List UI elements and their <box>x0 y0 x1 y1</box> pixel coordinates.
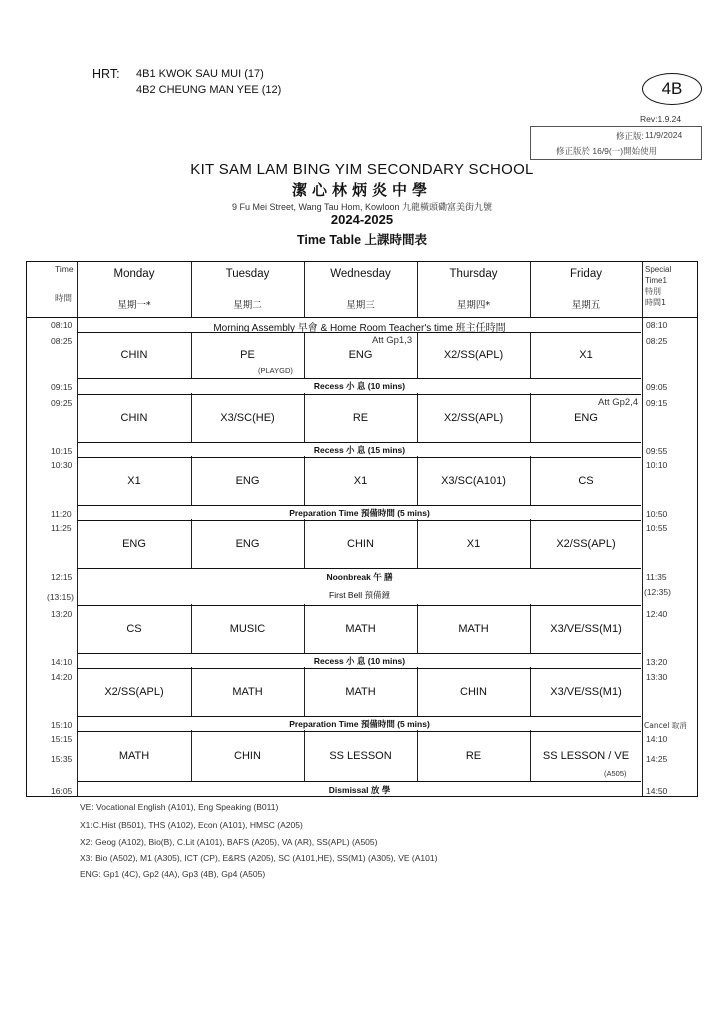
hrt-teacher-2: 4B2 CHEUNG MAN YEE (12) <box>136 84 282 96</box>
lesson-cell: ENG <box>235 475 260 487</box>
lesson-cell: CHIN <box>120 349 148 361</box>
assembly-label: Morning Assembly 早會 & Home Room Teacher's time 班主任時間 <box>213 323 506 334</box>
lesson-cell: CS <box>126 623 142 635</box>
special-time-label: 11:35 <box>646 572 667 582</box>
special-header-line: 時間1 <box>645 298 667 307</box>
hrt-teacher-1: 4B1 KWOK SAU MUI (17) <box>136 68 264 80</box>
recess-label: Recess 小 息 (10 mins) <box>313 381 406 391</box>
special-time-label: 13:30 <box>646 672 668 682</box>
lesson-cell: RE <box>465 750 482 762</box>
time-label: 08:25 <box>51 336 73 346</box>
amend-label: 修正版: <box>616 131 644 141</box>
amendment-box <box>530 126 702 160</box>
lesson-cell: MATH <box>232 686 263 698</box>
lesson-cell: X1 <box>579 349 593 361</box>
legend-line: VE: Vocational English (A101), Eng Speaking (B011) <box>80 802 279 812</box>
special-time-label: 14:10 <box>646 734 668 744</box>
time-label: 15:15 <box>51 734 73 744</box>
special-time-label: 10:10 <box>646 460 668 470</box>
lesson-cell: ENG <box>122 538 146 550</box>
lesson-cell: CS <box>578 475 594 487</box>
day-tuesday: Tuesday <box>225 268 270 280</box>
special-time-label: (12:35) <box>644 587 671 597</box>
time-label: (13:15) <box>47 592 74 602</box>
lesson-cell: X2/SS(APL) <box>443 349 504 361</box>
special-header-line: Time1 <box>645 276 667 285</box>
lesson-cell: X1 <box>466 538 481 550</box>
attendance-note: Att Gp1,3 <box>372 335 413 346</box>
legend-line: X2: Geog (A102), Bio(B), C.Lit (A101), BAFS (A205), VA (AR), SS(APL) (A505) <box>80 837 378 847</box>
time-label: 08:10 <box>51 320 73 330</box>
lesson-cell: RE <box>352 412 369 424</box>
lesson-cell: CHIN <box>460 686 487 698</box>
legend-line: X1:C.Hist (B501), THS (A102), Econ (A101), HMSC (A205) <box>80 820 303 830</box>
lesson-cell: X3/SC(A101) <box>441 475 506 487</box>
special-time-label: 08:25 <box>646 336 668 346</box>
special-time-label: 10:55 <box>646 523 668 533</box>
time-label: 09:15 <box>51 382 73 392</box>
day-friday: Friday <box>570 268 602 280</box>
time-label: 12:15 <box>51 572 73 582</box>
legend-line: X3: Bio (A502), M1 (A305), ICT (CP), E&RS (A205), SC (A101,HE), SS(M1) (A305), VE (A101) <box>80 853 438 863</box>
recess-label: Recess 小 息 (10 mins) <box>313 656 406 666</box>
lesson-cell: ENG <box>348 349 373 361</box>
special-time-label: 14:25 <box>646 754 668 764</box>
day-wednesday: Wednesday <box>330 268 391 280</box>
day-wednesday-zh: 星期三 <box>346 300 375 311</box>
special-header <box>645 264 671 308</box>
lesson-cell: X3/VE/SS(M1) <box>550 686 622 698</box>
lesson-cell: MATH <box>345 623 376 635</box>
lesson-cell: ENG <box>235 538 260 550</box>
time-header: Time <box>55 264 74 274</box>
time-header-zh: 時間 <box>55 294 73 304</box>
time-label: 16:05 <box>51 786 73 796</box>
time-label: 10:30 <box>51 460 73 470</box>
special-time-label: 13:20 <box>646 657 668 667</box>
time-label: 14:10 <box>51 657 73 667</box>
special-time-cancel: Cancel 取消 <box>644 721 687 730</box>
time-label: 10:15 <box>51 446 73 456</box>
lesson-cell: PE <box>240 349 255 361</box>
lesson-cell: X2/SS(APL) <box>443 412 504 424</box>
lesson-cell: X2/SS(APL) <box>556 538 616 550</box>
lesson-cell: X1 <box>353 475 368 487</box>
lesson-cell: MATH <box>345 686 376 698</box>
special-time-label: 08:10 <box>646 320 668 330</box>
attendance-note: Att Gp2,4 <box>598 397 639 408</box>
noonbreak-label: Noonbreak 午 膳 <box>326 572 393 582</box>
school-address: 9 Fu Mei Street, Wang Tau Hom, Kowloon 九龍橫頭磡富美街九號 <box>231 202 493 212</box>
lesson-cell: SS LESSON / VE <box>542 750 630 762</box>
firstbell-label: First Bell 預備鐘 <box>329 590 390 600</box>
special-header-line: 特別 <box>645 287 661 296</box>
day-monday: Monday <box>113 268 155 280</box>
time-label: 14:20 <box>51 672 73 682</box>
special-time-label: 09:55 <box>646 446 668 456</box>
revision-number: Rev:1.9.24 <box>640 114 682 124</box>
lesson-cell: CHIN <box>120 412 148 424</box>
lesson-cell: X1 <box>127 475 141 487</box>
time-label: 13:20 <box>51 609 73 619</box>
lesson-cell: SS LESSON <box>329 750 392 762</box>
timetable-grid <box>26 261 698 797</box>
amend-effective: 修正版於 16/9(一)開始使用 <box>556 146 658 156</box>
special-time-label: 09:15 <box>646 398 668 408</box>
hrt-label: HRT: <box>92 67 120 81</box>
lesson-cell: ENG <box>574 412 598 424</box>
time-label: 11:20 <box>51 509 72 519</box>
lesson-cell: CHIN <box>347 538 374 550</box>
special-time-label: 10:50 <box>646 509 668 519</box>
prep-label: Preparation Time 預備時間 (5 mins) <box>289 508 430 518</box>
recess-label: Recess 小 息 (15 mins) <box>313 445 406 455</box>
dismissal-label: Dismissal 放 學 <box>328 785 391 795</box>
time-label: 11:25 <box>51 523 72 533</box>
special-time-label: 14:50 <box>646 786 668 796</box>
special-time-label: 12:40 <box>646 609 668 619</box>
day-thursday: Thursday <box>449 268 498 280</box>
lesson-cell: X3/VE/SS(M1) <box>550 623 622 635</box>
time-label: 09:25 <box>51 398 73 408</box>
col-divider <box>642 262 643 796</box>
class-badge: 4B <box>642 73 702 105</box>
lesson-cell: CHIN <box>234 750 261 762</box>
lesson-cell: X2/SS(APL) <box>104 686 164 698</box>
day-monday-zh: 星期一* <box>117 300 151 311</box>
school-name-zh: 潔心林炳炎中學 <box>291 181 432 199</box>
lesson-cell: MATH <box>118 750 150 762</box>
time-label: 15:10 <box>51 720 73 730</box>
school-year: 2024-2025 <box>330 212 394 227</box>
special-time-label: 09:05 <box>646 382 668 392</box>
special-header-line: Special <box>645 265 672 274</box>
venue-note: (A505) <box>604 769 627 778</box>
lesson-cell: MATH <box>458 623 489 635</box>
venue-note: (PLAYGD) <box>258 366 293 375</box>
school-name-en: KIT SAM LAM BING YIM SECONDARY SCHOOL <box>190 161 534 178</box>
day-thursday-zh: 星期四* <box>456 300 491 311</box>
lesson-cell: X3/SC(HE) <box>220 412 275 424</box>
day-friday-zh: 星期五 <box>571 300 601 311</box>
legend-line: ENG: Gp1 (4C), Gp2 (4A), Gp3 (4B), Gp4 (A505) <box>80 869 266 879</box>
prep-label: Preparation Time 預備時間 (5 mins) <box>289 719 430 729</box>
day-tuesday-zh: 星期二 <box>233 300 262 311</box>
amend-date: 11/9/2024 <box>645 130 683 140</box>
timetable-title: Time Table 上課時間表 <box>296 233 428 247</box>
time-label: 15:35 <box>51 754 73 764</box>
lesson-cell: MUSIC <box>229 623 266 635</box>
